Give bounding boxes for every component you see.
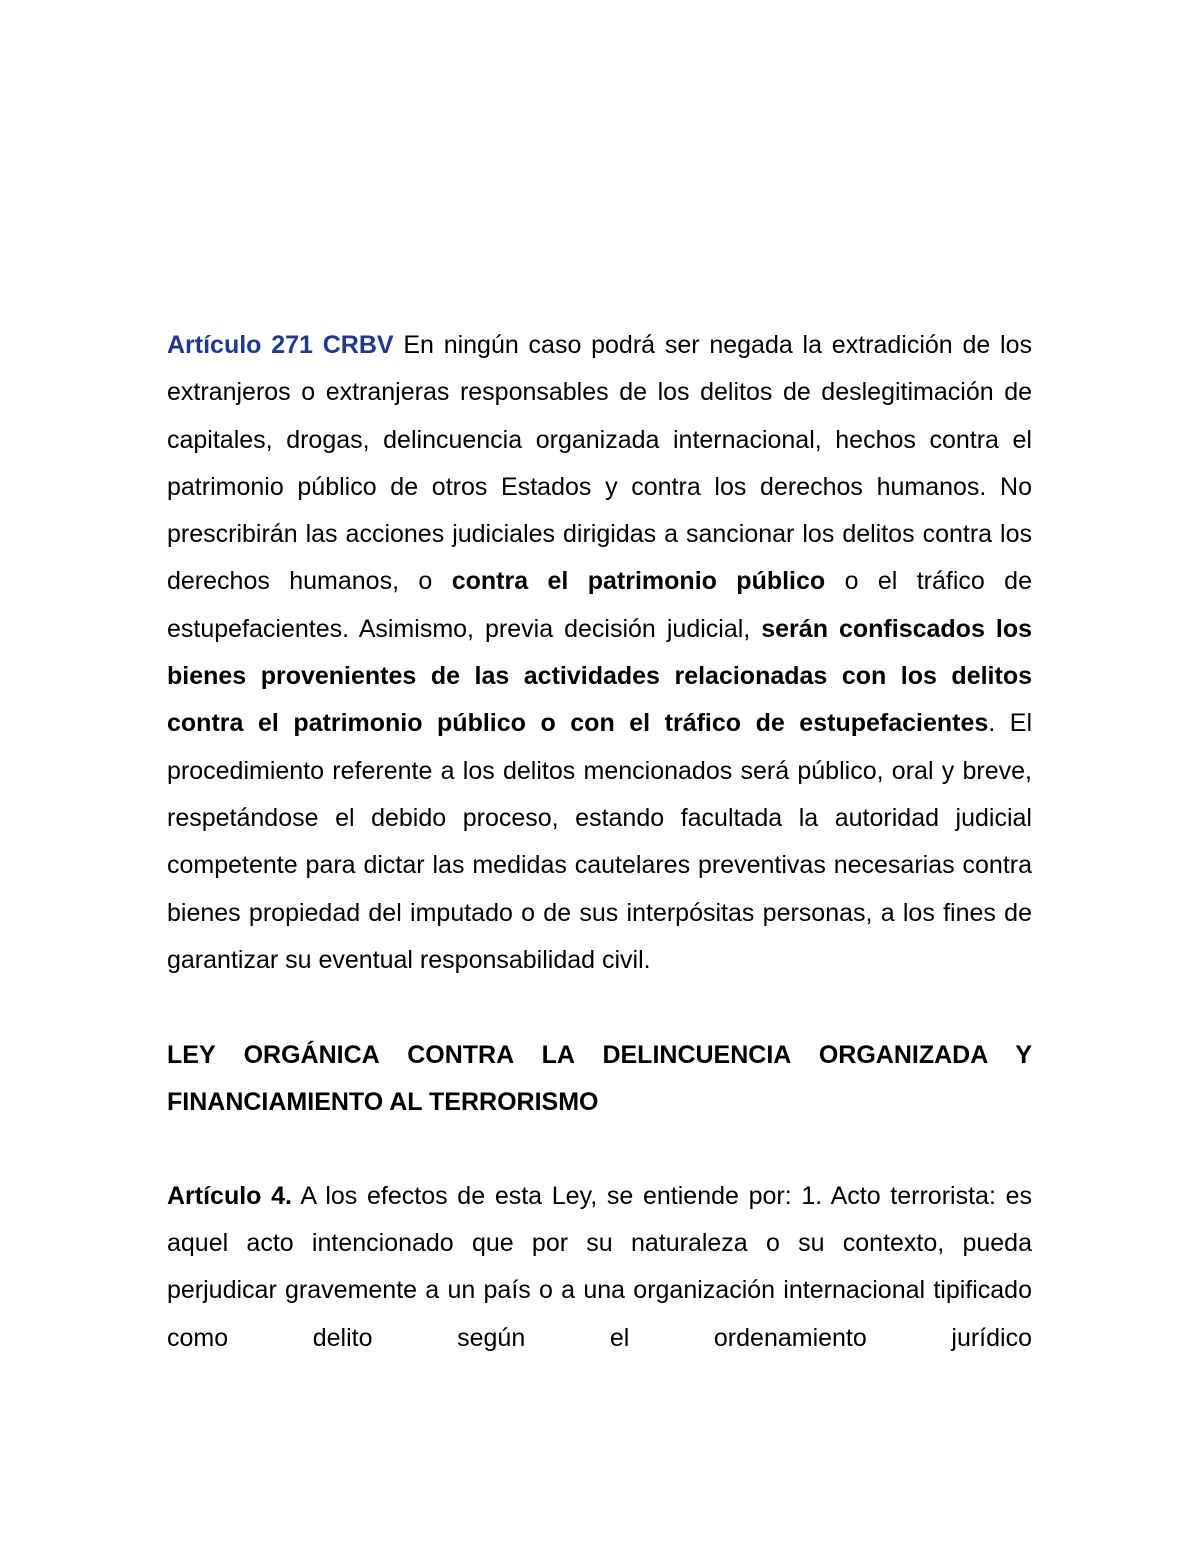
article-271-text-1: En ningún caso podrá ser negada la extradición de los extranjeros o extranjeras responsables de los delitos de deslegitimación de capitales, drogas, delincuencia organizada internacional, hechos contra el patrimonio público de otros Estados y contra los derechos humanos. No prescribirán las acciones judiciales dirigidas a sancionar los delitos contra los derechos humanos, o [167,331,1033,596]
article-4-reference: Artículo 4. [167,1181,293,1210]
article-271-paragraph [167,322,1032,984]
article-4-paragraph [167,1173,1032,1362]
article-271-bold-2: serán confiscados los bienes provenientes de las actividades relacionadas con los delitos contra el patrimonio público o con el tráfico de estupefacientes [167,614,1032,738]
spacer [167,1127,1032,1173]
document-page [167,322,1032,1362]
article-271-text-3: . El procedimiento referente a los delitos mencionados será público, oral y breve, respetándose el debido proceso, estando facultada la autoridad judicial competente para dictar las medidas cautelares preventivas necesarias contra bienes propiedad del imputado o de sus interpósitas personas, a los fines de garantizar su eventual responsabilidad civil. [167,709,1032,974]
article-271-reference: Artículo 271 CRBV [167,331,394,359]
article-4-text: A los efectos de esta Ley, se entiende por: 1. Acto terrorista: es aquel acto intencionado que por su naturaleza o su contexto, pueda perjudicar gravemente a un país o a una organización internacional tipificado como delito según el ordenamiento jurídico [167,1181,1032,1352]
article-271-bold-1: contra el patrimonio público [451,567,826,596]
spacer [167,984,1032,1032]
law-heading: LEY ORGÁNICA CONTRA LA DELINCUENCIA ORGANIZADA Y FINANCIAMIENTO AL TERRORISMO [167,1041,1032,1117]
article-271-text-2: o el tráfico de estupefacientes. Asimismo, previa decisión judicial, [167,567,1032,643]
